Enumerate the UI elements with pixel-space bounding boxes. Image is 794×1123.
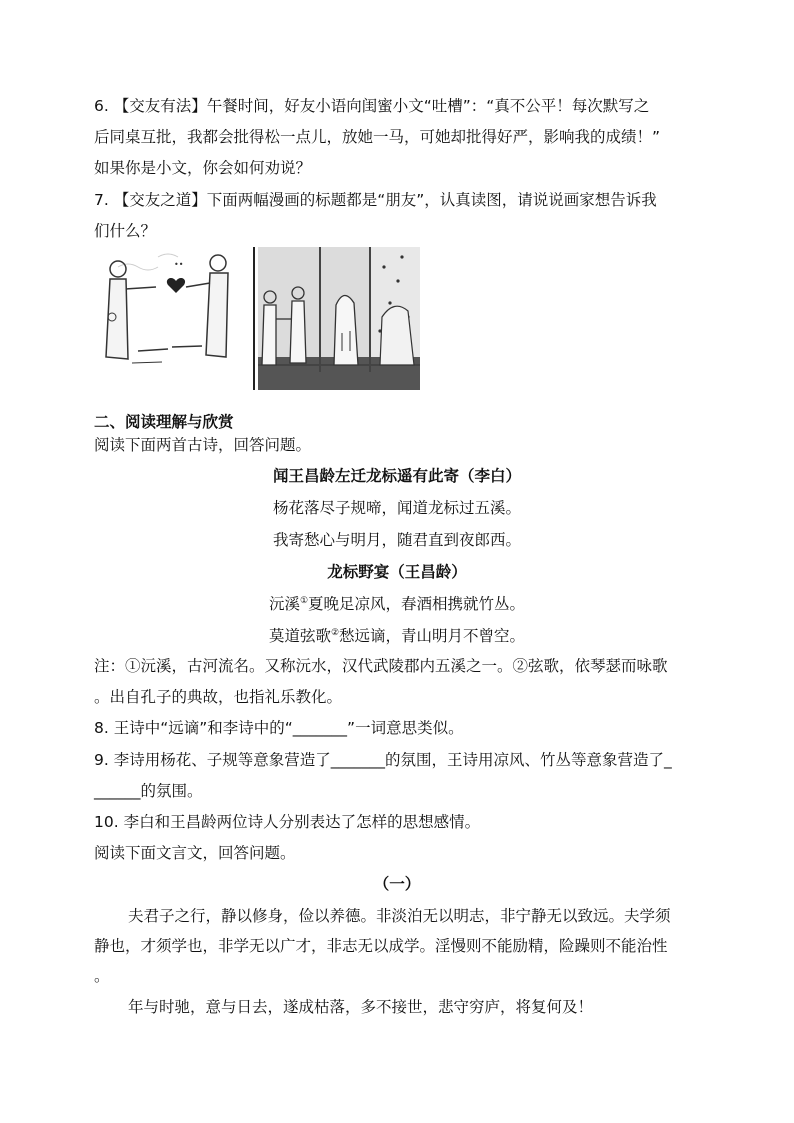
note-line-2: 。出自孔子的典故，也指礼乐教化。 (94, 688, 343, 706)
q7-line-2: 们什么？ (94, 222, 157, 240)
q9-line-1: 9. 李诗用杨花、子规等意象营造了_______的氛围，王诗用凉风、竹丛等意象营造了_ (94, 751, 672, 769)
note-line-1: 注：①沅溪，古河流名。又称沅水，汉代武陵郡内五溪之一。②弦歌，依琴瑟而咏歌 (94, 657, 668, 675)
comic-illustration (98, 247, 420, 390)
poem-1-line-2: 我寄愁心与明月，随君直到夜郎西。 (272, 531, 521, 549)
prose-p2-line-1: 年与时驰，意与日去，遂成枯落，多不接世，悲守穷庐，将复何及！ (128, 998, 594, 1016)
poem-2-title: 龙标野宴（王昌龄） (327, 562, 467, 581)
comic-hearts-mark: •• (174, 260, 184, 269)
q6-line-3: 如果你是小文，你会如何劝说？ (94, 159, 312, 177)
q8: 8. 王诗中“远谪”和李诗中的“_______”一词意思类似。 (94, 719, 464, 737)
footnote-marker-1: ① (299, 595, 309, 606)
poem-2-line-1-part-b: 夏晚足凉风，春酒相携就竹丛。 (308, 595, 526, 613)
prose-intro: 阅读下面文言文，回答问题。 (94, 844, 296, 862)
poem-2-line-1 (0, 594, 794, 614)
poem-2-line-2-part-b: 愁远谪，青山明月不曾空。 (339, 627, 526, 645)
section-2-title: 二、阅读理解与欣赏 (94, 413, 234, 431)
poem-2-line-2 (0, 626, 794, 646)
q6-line-2: 后同桌互批，我都会批得松一点儿，放她一马，可她却批得好严，影响我的成绩！” (94, 128, 661, 146)
prose-section-label: （一） (373, 874, 421, 893)
q7-line-1: 7. 【交友之道】下面两幅漫画的标题都是“朋友”，认真读图，请说说画家想告诉我 (94, 191, 657, 209)
q10: 10. 李白和王昌龄两位诗人分别表达了怎样的思想感情。 (94, 813, 481, 831)
poem-1-title: 闻王昌龄左迁龙标遥有此寄（李白） (272, 466, 521, 485)
prose-p1-line-1: 夫君子之行，静以修身，俭以养德。非淡泊无以明志，非宁静无以致远。夫学须 (128, 907, 671, 925)
q9-line-2: ______的氛围。 (94, 782, 203, 800)
comic-panel-right (258, 247, 420, 390)
comic-panel-left (98, 247, 248, 390)
prose-p1-line-2: 静也，才须学也，非学无以广才，非志无以成学。淫慢则不能励精，险躁则不能治性 (94, 937, 668, 955)
q6-line-1: 6. 【交友有法】午餐时间，好友小语向闺蜜小文“吐槽”：“真不公平！每次默写之 (94, 97, 650, 115)
footnote-marker-2: ② (330, 627, 340, 638)
poem-1-line-1: 杨花落尽子规啼，闻道龙标过五溪。 (272, 499, 521, 517)
poem-2-line-1-part-a: 沅溪 (268, 595, 300, 613)
prose-p1-line-3: 。 (94, 967, 110, 985)
section-2-intro: 阅读下面两首古诗，回答问题。 (94, 436, 312, 454)
poem-2-line-2-part-a: 莫道弦歌 (268, 627, 331, 645)
